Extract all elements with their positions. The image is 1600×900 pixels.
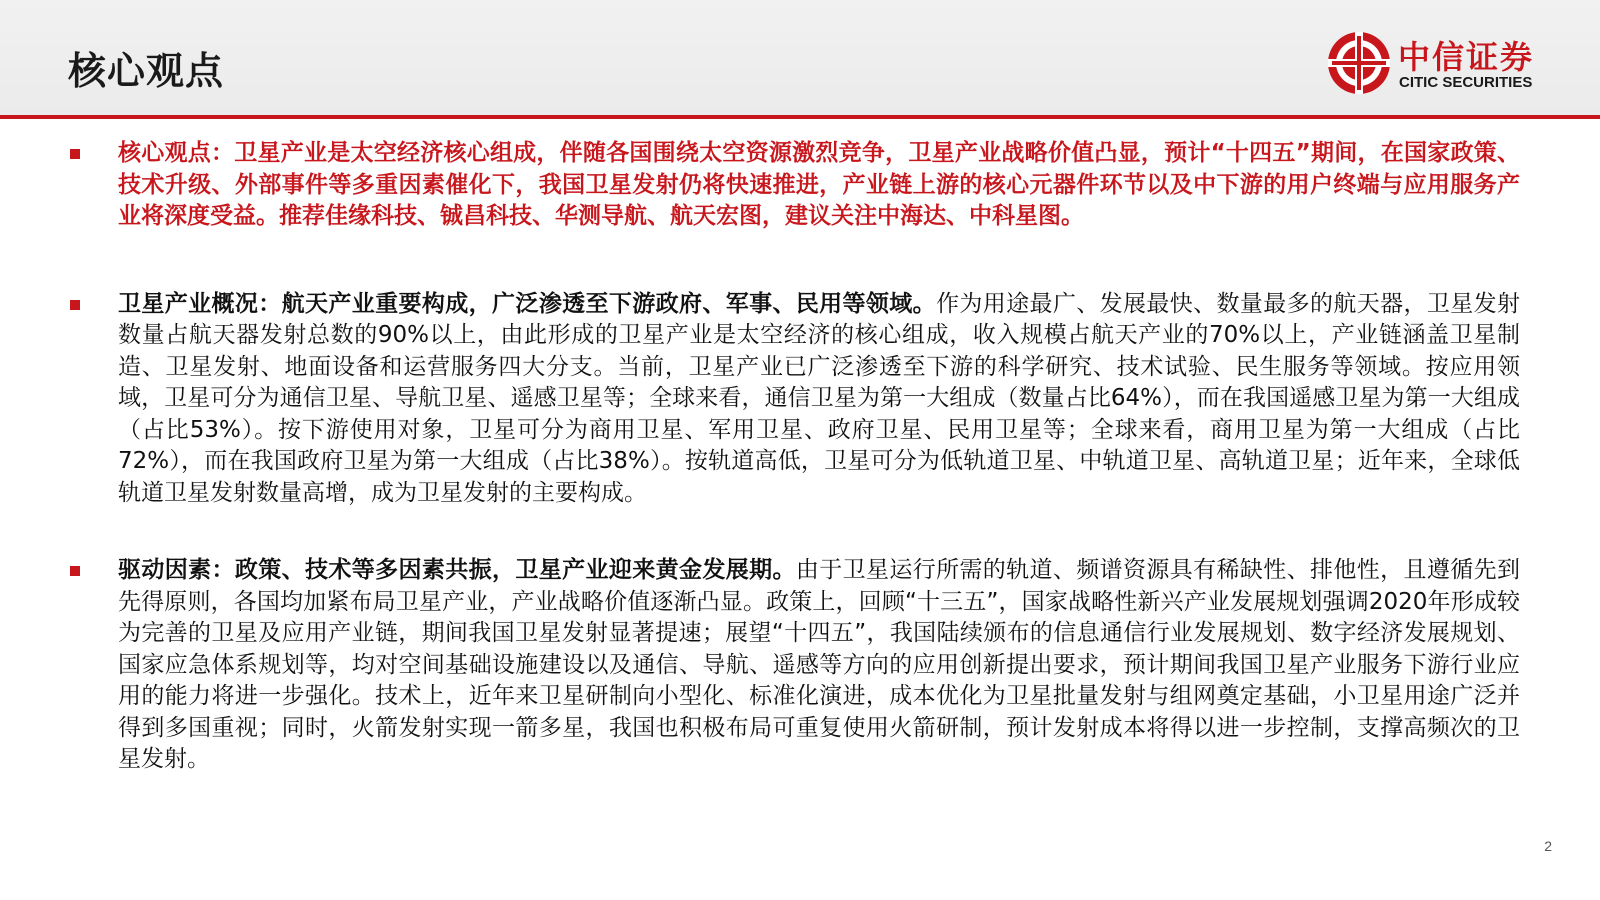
bullet-key-view <box>70 138 1520 233</box>
logo-english-text: CITIC SECURITIES <box>1399 74 1533 91</box>
citic-logo-icon <box>1326 30 1392 96</box>
header-divider <box>0 115 1600 119</box>
industry-overview-body: 作为用途最广、发展最快、数量最多的航天器，卫星发射数量占航天器发射总数的90%以上，由此形成的卫星产业是太空经济的核心组成，收入规模占航天产业的70%以上，产业链涵盖卫星制造、卫星发射、地面设备和运营服务四大分支。当前，卫星产业已广泛渗透至下游的科学研究、技术试验、民生服务等领域。按应用领域，卫星可分为通信卫星、导航卫星、遥感卫星等；全球来看，通信卫星为第一大组成（数量占比64%），而在我国遥感卫星为第一大组成（占比53%）。按下游使用对象，卫星可分为商用卫星、军用卫星、政府卫星、民用卫星等；全球来看，商用卫星为第一大组成（占比72%），而在我国政府卫星为第一大组成（占比38%）。按轨道高低，卫星可分为低轨道卫星、中轨道卫星、高轨道卫星；近年来，全球低轨道卫星发射数量高增，成为卫星发射的主要构成。 <box>118 290 1521 506</box>
bullet-square-icon <box>70 300 80 310</box>
driving-factors-body: 由于卫星运行所需的轨道、频谱资源具有稀缺性、排他性，且遵循先到先得原则，各国均加紧布局卫星产业，产业战略价值逐渐凸显。政策上，回顾“十三五”，国家战略性新兴产业发展规划强调2020年形成较为完善的卫星及应用产业链，期间我国卫星发射显著提速；展望“十四五”，我国陆续颁布的信息通信行业发展规划、数字经济发展规划、国家应急体系规划等，均对空间基础设施建设以及通信、导航、遥感等方向的应用创新提出要求，预计期间我国卫星产业服务下游行业应用的能力将进一步强化。技术上，近年来卫星研制向小型化、标准化演进，成本优化为卫星批量发射与组网奠定基础，小卫星用途广泛并得到多国重视；同时，火箭发射实现一箭多星，我国也积极布局可重复使用火箭研制，预计发射成本将得以进一步控制，支撑高频次的卫星发射。 <box>118 557 1521 772</box>
driving-factors-lead: 驱动因素：政策、技术等多因素共振，卫星产业迎来黄金发展期。 <box>118 557 796 583</box>
header-bar <box>0 0 1600 115</box>
industry-overview-lead: 卫星产业概况：航天产业重要构成，广泛渗透至下游政府、军事、民用等领域。 <box>118 290 937 317</box>
bullet-square-icon <box>70 566 80 576</box>
bullet-industry-overview <box>70 289 1520 510</box>
page-number: 2 <box>1544 838 1552 854</box>
content-area <box>70 138 1520 822</box>
citic-logo <box>1326 30 1566 96</box>
logo-chinese-text: 中信证券 <box>1398 38 1535 76</box>
page-title: 核心观点 <box>68 49 225 93</box>
bullet-square-icon <box>70 149 80 159</box>
bullet-driving-factors <box>70 555 1520 776</box>
key-view-text: 核心观点：卫星产业是太空经济核心组成，伴随各国围绕太空资源激烈竞争，卫星产业战略价值凸显，预计“十四五”期间，在国家政策、技术升级、外部事件等多重因素催化下，我国卫星发射仍将快速推进，产业链上游的核心元器件环节以及中下游的用户终端与应用服务产业将深度受益。推荐佳缘科技、铖昌科技、华测导航、航天宏图，建议关注中海达、中科星图。 <box>118 140 1520 229</box>
